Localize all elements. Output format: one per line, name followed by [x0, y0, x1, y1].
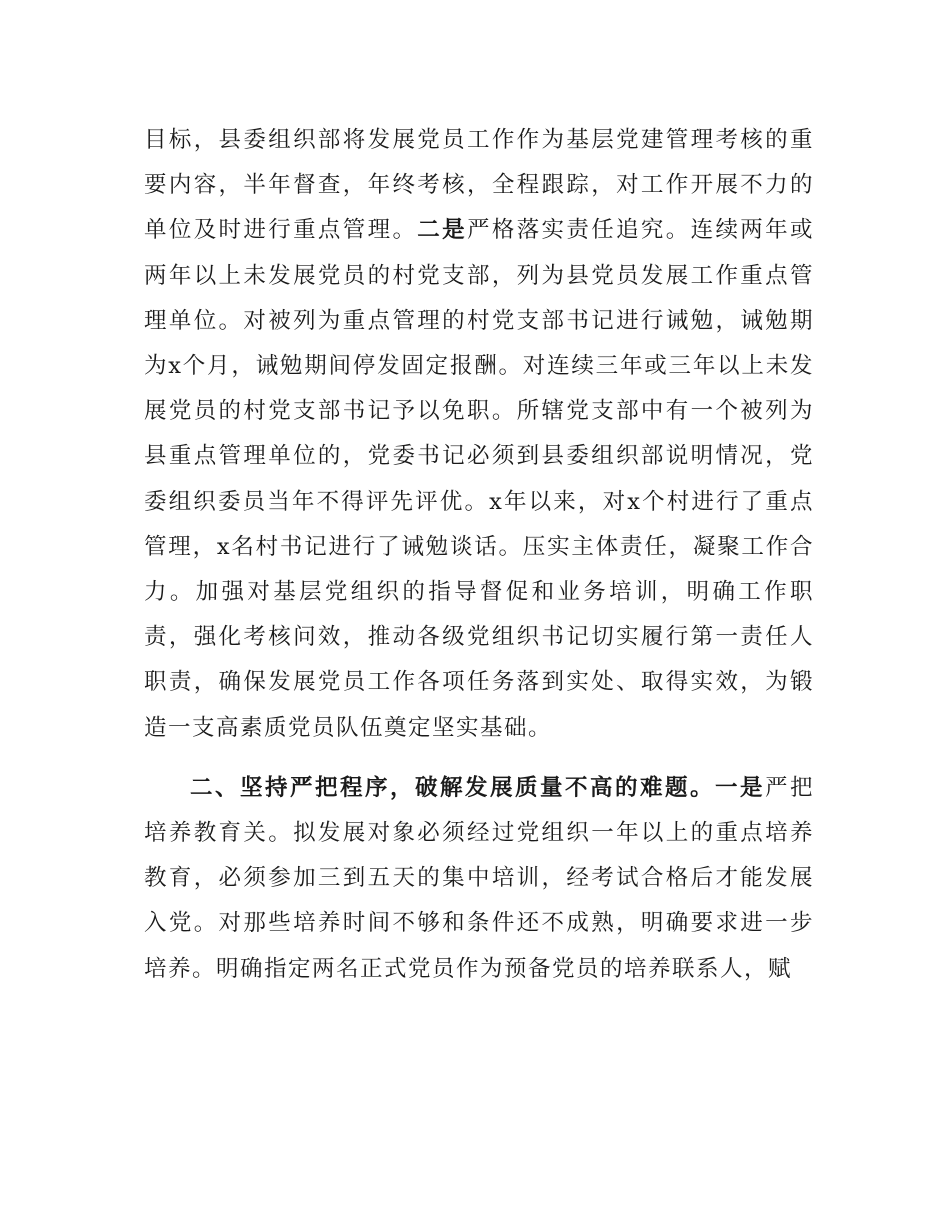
paragraph-1-text: 目标，县委组织部将发展党员工作作为基层党建管理考核的重要内容，半年督查，年终考核，全程跟踪，对工作开展不力的单位及时进行重点管理。 — [144, 127, 814, 244]
paragraph-1-bold-marker: 二是 — [417, 217, 467, 244]
paragraph-1 — [144, 118, 814, 751]
section-heading: 二、坚持严把程序，破解发展质量不高的难题。 — [190, 774, 715, 801]
document-page — [144, 118, 814, 992]
paragraph-2-text: 严把培养教育关。拟发展对象必须经过党组织一年以上的重点培养教育，必须参加三到五天的集中培训，经考试合格后才能发展入党。对那些培养时间不够和条件还不成熟，明确要求进一步培养。明确指定两名正式党员作为预备党员的培养联系人，赋 — [144, 774, 814, 982]
paragraph-1-text-continued: 严格落实责任追究。连续两年或两年以上未发展党员的村党支部，列为县党员发展工作重点管理单位。对被列为重点管理的村党支部书记进行诫勉，诫勉期为x个月，诫勉期间停发固定报酬。对连续三年或三年以上未发展党员的村党支部书记予以免职。所辖党支部中有一个被列为县重点管理单位的，党委书记必须到县委组织部说明情况，党委组织委员当年不得评先评优。x年以来，对x个村进行了重点管理，x名村书记进行了诫勉谈话。压实主体责任，凝聚工作合力。加强对基层党组织的指导督促和业务培训，明确工作职责，强化考核问效，推动各级党组织书记切实履行第一责任人职责，确保发展党员工作各项任务落到实处、取得实效，为锻造一支高素质党员队伍奠定坚实基础。 — [144, 217, 814, 741]
paragraph-2 — [144, 766, 814, 992]
paragraph-2-bold-marker: 一是 — [714, 774, 765, 801]
